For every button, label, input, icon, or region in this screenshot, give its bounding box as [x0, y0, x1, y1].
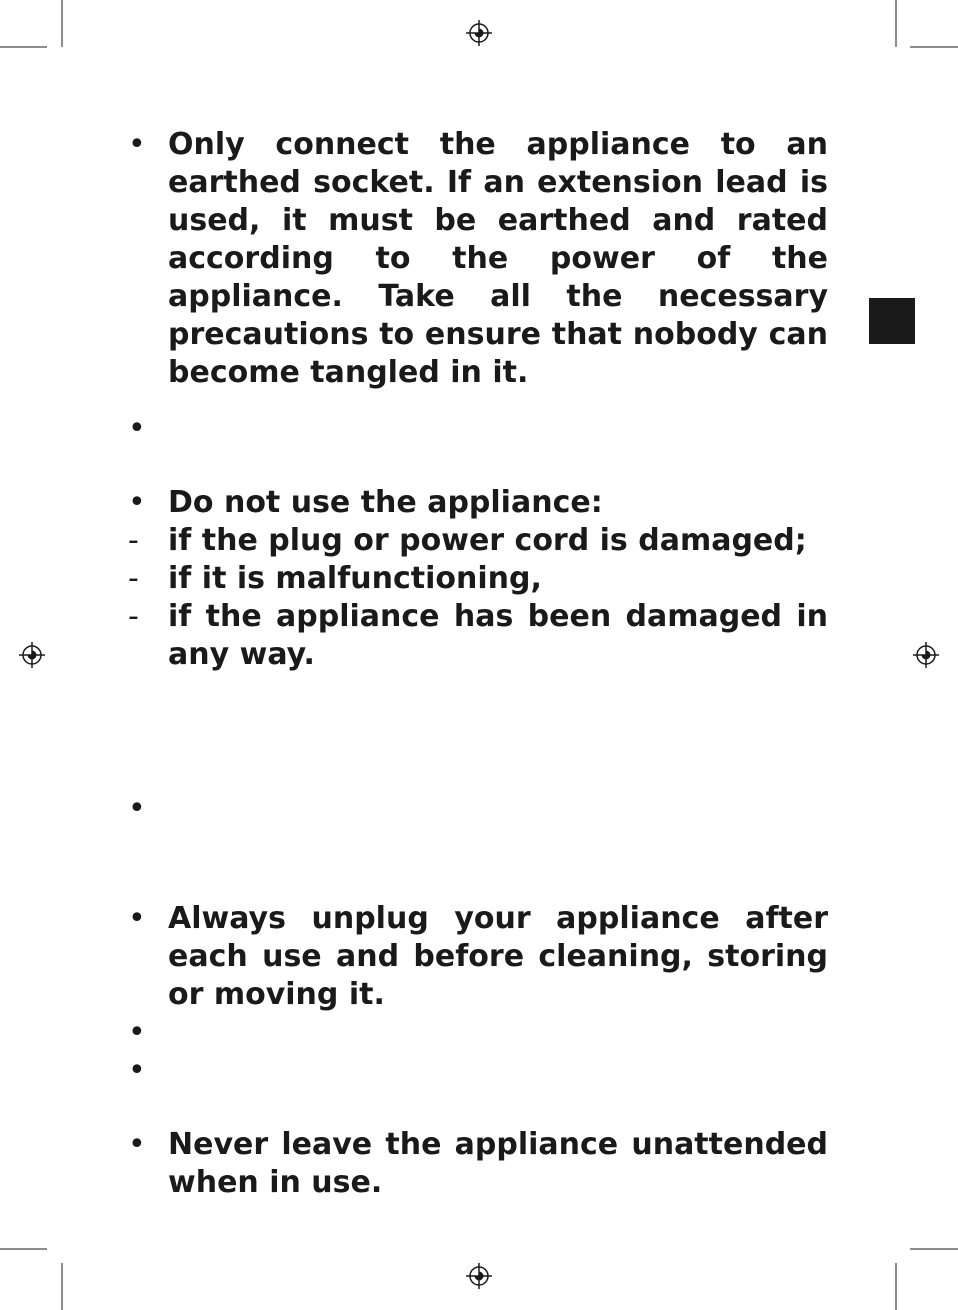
- item-text: Only connect the appliance to an earthed socket. If an extension lead is used, it must be earthed and rated according to the power of the appliance. Take all the necessary precautions to ensure that nobody can become tangled in it.: [168, 127, 828, 390]
- registration-mark-bottom: [466, 1263, 492, 1289]
- item-text: Never leave the appliance unattended when in use.: [168, 1127, 828, 1200]
- item-text: [168, 1014, 828, 1052]
- item-text: if it is malfunctioning,: [168, 561, 542, 596]
- bullet: •: [128, 1127, 146, 1162]
- item-text: [168, 410, 828, 448]
- sub-item: [128, 522, 828, 560]
- registration-mark-top: [466, 20, 492, 46]
- list-item-empty: [128, 1052, 828, 1090]
- item-text: if the appliance has been damaged in any way.: [168, 599, 828, 672]
- item-text: Always unplug your appliance after each use and before cleaning, storing or moving it.: [168, 901, 828, 1012]
- list-item: [128, 1126, 828, 1202]
- list-item: [128, 126, 828, 392]
- list-item-empty: [128, 1014, 828, 1052]
- item-text: Do not use the appliance:: [168, 485, 603, 520]
- bullet: •: [128, 127, 146, 162]
- item-text: [168, 790, 828, 828]
- list-item: [128, 900, 828, 1014]
- item-text: [168, 1052, 828, 1090]
- item-text: if the plug or power cord is damaged;: [168, 523, 807, 558]
- sub-item: [128, 598, 828, 674]
- list-item-empty: [128, 410, 828, 448]
- list-item-empty: [128, 790, 828, 828]
- bullet: •: [128, 485, 146, 520]
- list-item: [128, 484, 828, 522]
- dash: -: [128, 561, 139, 596]
- language-tab-marker: [869, 298, 915, 344]
- dash: -: [128, 599, 139, 634]
- registration-mark-right: [913, 642, 939, 668]
- bullet: •: [128, 901, 146, 936]
- bullet: •: [128, 1015, 146, 1050]
- bullet: •: [128, 791, 146, 826]
- sub-item: [128, 560, 828, 598]
- bullet: •: [128, 1053, 146, 1088]
- bullet: •: [128, 411, 146, 446]
- safety-instructions: [128, 126, 828, 1202]
- registration-mark-left: [19, 642, 45, 668]
- dash: -: [128, 523, 139, 558]
